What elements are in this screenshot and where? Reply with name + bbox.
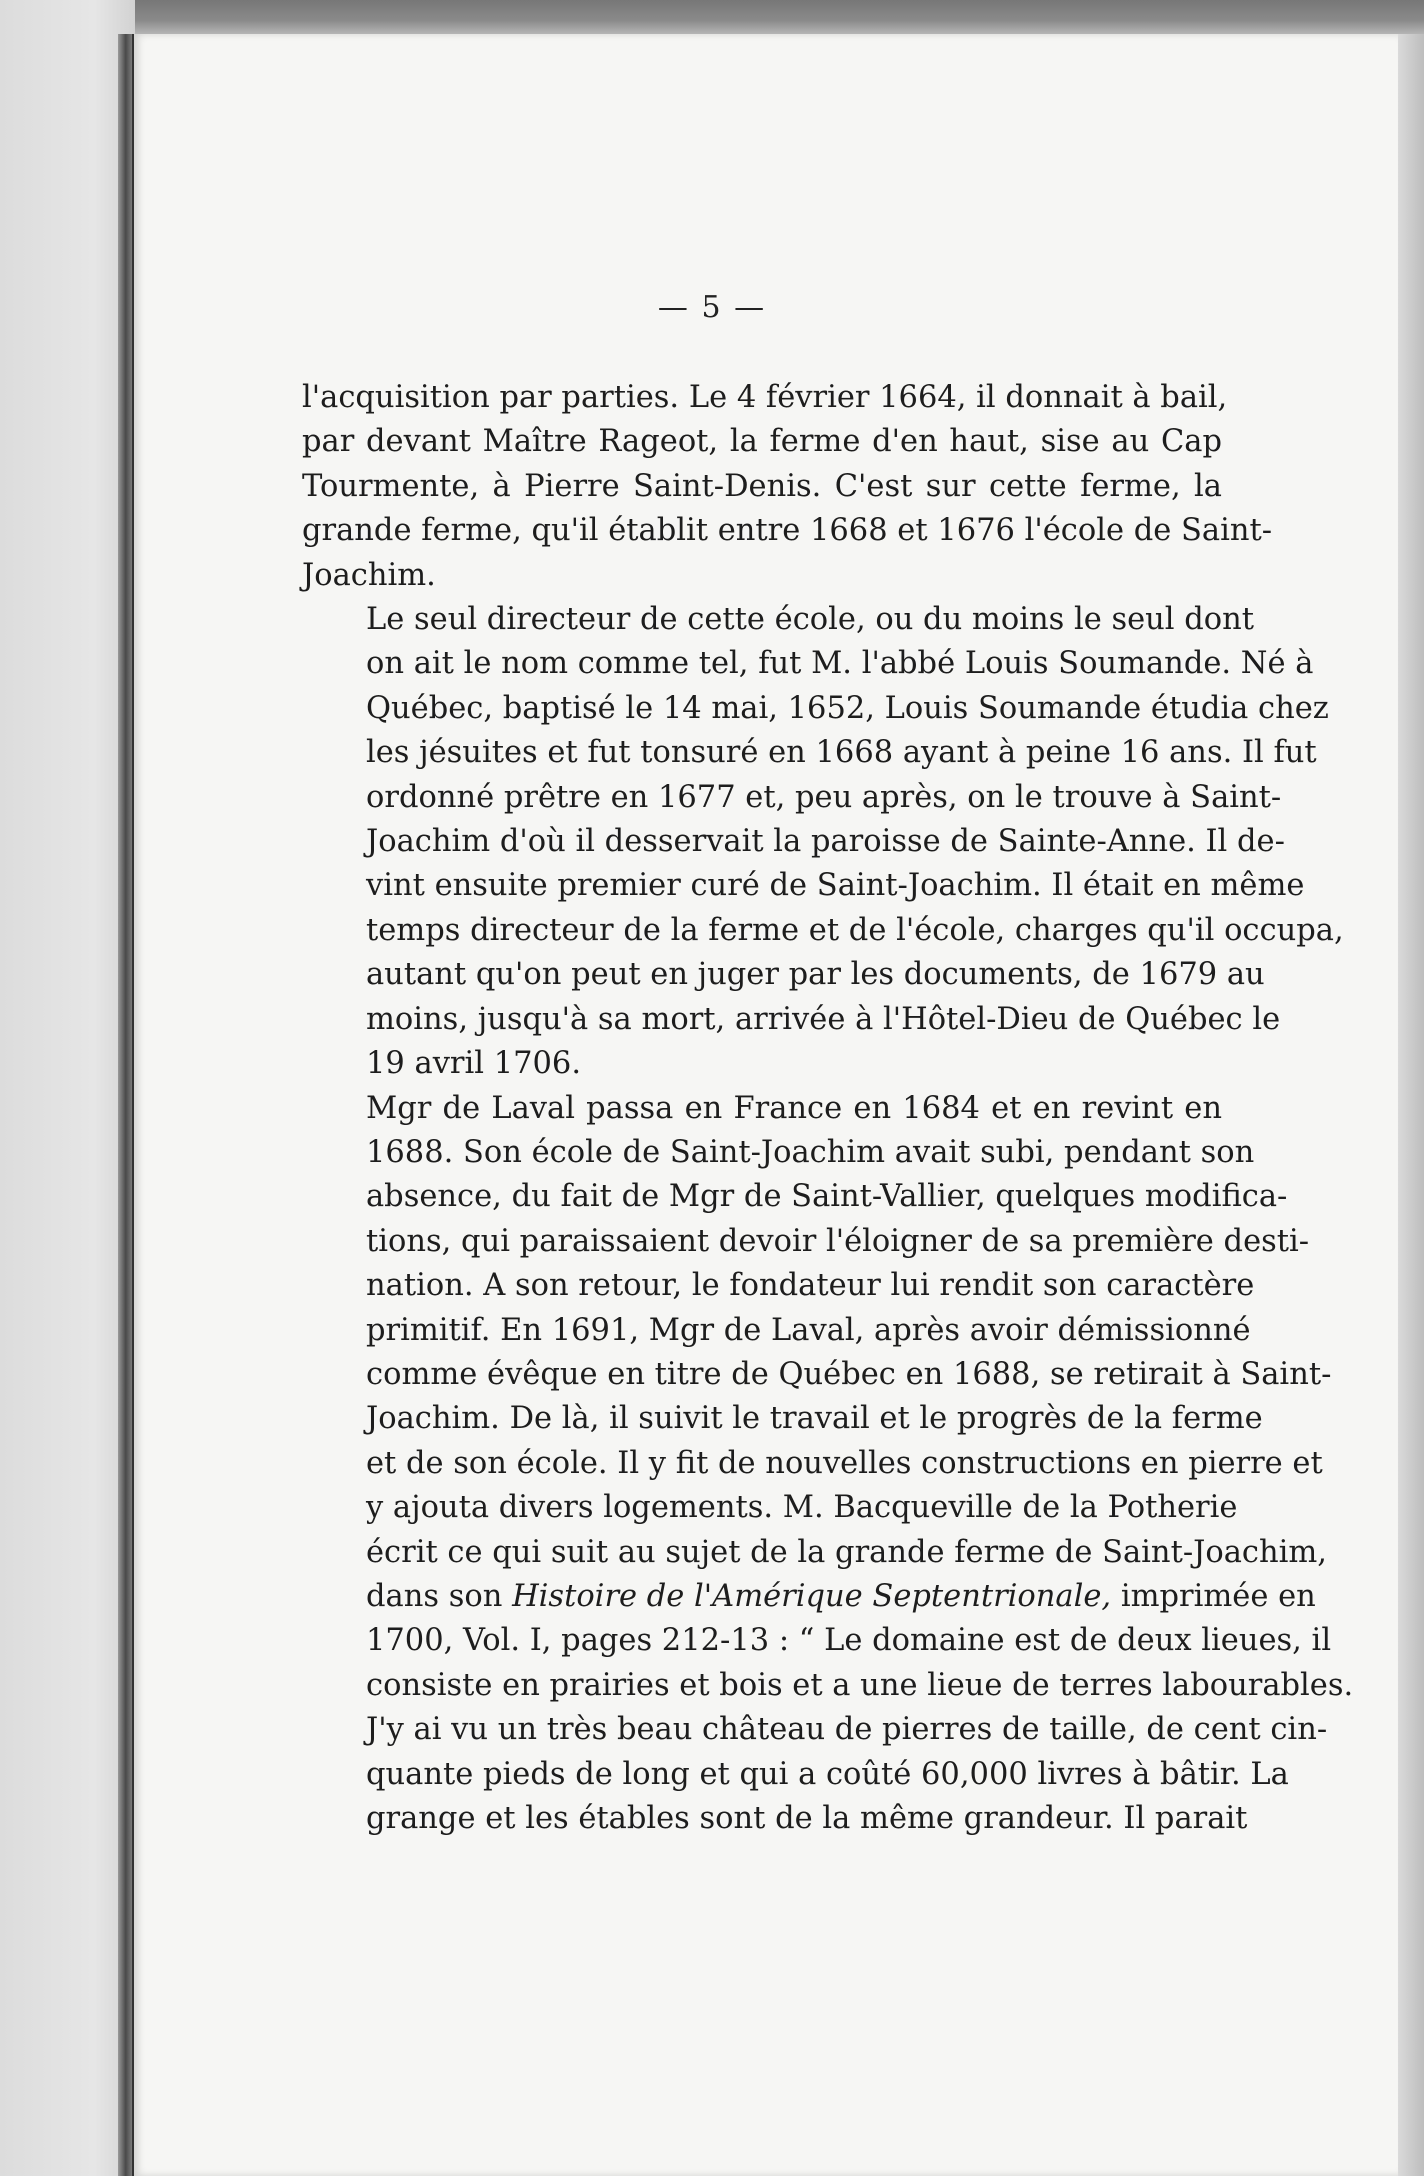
text-line: Joachim d'où il desservait la paroisse de Sainte-Anne. Il de- [366, 824, 1285, 860]
text-line: on ait le nom comme tel, fut M. l'abbé Louis Soumande. Né à [366, 646, 1314, 682]
text-line: primitif. En 1691, Mgr de Laval, après avoir démissionné [366, 1312, 1251, 1348]
text-line: grange et les étables sont de la même grandeur. Il parait [366, 1801, 1248, 1836]
text-line: tions, qui paraissaient devoir l'éloigner de sa première desti- [366, 1223, 1310, 1259]
text-line: les jésuites et fut tonsuré en 1668 ayant à peine 16 ans. Il fut [366, 735, 1317, 771]
paragraph-2 [302, 598, 1344, 1086]
scan-top-border [0, 0, 1424, 34]
text-line: Joachim. De là, il suivit le travail et le progrès de la ferme [366, 1401, 1263, 1437]
text-line: grande ferme, qu'il établit entre 1668 et 1676 l'école de Saint- [302, 513, 1273, 549]
text-line: écrit ce qui suit au sujet de la grande ferme de Saint-Joachim, [366, 1534, 1328, 1570]
text-line: Joachim. [302, 557, 436, 593]
book-title-italic: Histoire de l'Amérique Septentrionale, [512, 1578, 1112, 1614]
paragraph-1 [302, 376, 1273, 598]
text-line: et de son école. Il y fit de nouvelles constructions en pierre et [366, 1445, 1323, 1481]
text-line: autant qu'on peut en juger par les documents, de 1679 au [366, 957, 1265, 993]
text-line: 19 avril 1706. [366, 1046, 582, 1082]
text-line: 1700, Vol. I, pages 212-13 : “ Le domaine est de deux lieues, il [366, 1623, 1332, 1659]
text-line: temps directeur de la ferme et de l'école, charges qu'il occupa, [366, 912, 1344, 948]
page-number: — 5 — [657, 290, 767, 325]
text-line: comme évêque en titre de Québec en 1688, se retirait à Saint- [366, 1356, 1332, 1392]
text-line: J'y ai vu un très beau château de pierres de taille, de cent cin- [366, 1712, 1328, 1748]
text-line: consiste en prairies et bois et a une lieue de terres labourables. [366, 1667, 1354, 1703]
text-line: Québec, baptisé le 14 mai, 1652, Louis Soumande étudia chez [366, 690, 1329, 726]
book-binding-edge [118, 34, 132, 2176]
text-line: par devant Maître Rageot, la ferme d'en haut, sise au Cap [302, 424, 1222, 460]
text-fragment: dans son [366, 1578, 513, 1614]
scan-left-margin [0, 0, 135, 2176]
text-line-with-italic-title [302, 1575, 1316, 1619]
text-line: nation. A son retour, le fondateur lui rendit son caractère [366, 1268, 1255, 1304]
text-line: absence, du fait de Mgr de Saint-Vallier, quelques modifica- [366, 1179, 1288, 1215]
text-line: Mgr de Laval passa en France en 1684 et en revint en [366, 1090, 1222, 1126]
text-line: Le seul directeur de cette école, ou du moins le seul dont [366, 602, 1255, 638]
text-line: quante pieds de long et qui a coûté 60,000 livres à bâtir. La [366, 1756, 1289, 1792]
text-line: vint ensuite premier curé de Saint-Joachim. Il était en même [366, 868, 1305, 904]
text-fragment: imprimée en [1111, 1578, 1316, 1614]
body-text [302, 376, 1354, 1841]
text-line: y ajouta divers logements. M. Bacqueville de la Potherie [366, 1490, 1238, 1526]
text-line: ordonné prêtre en 1677 et, peu après, on le trouve à Saint- [366, 779, 1282, 815]
text-line: moins, jusqu'à sa mort, arrivée à l'Hôtel-Dieu de Québec le [366, 1001, 1281, 1037]
scan-right-margin [1398, 34, 1424, 2176]
text-line: Tourmente, à Pierre Saint-Denis. C'est sur cette ferme, la [302, 468, 1222, 504]
paragraph-3 [302, 1087, 1354, 1842]
text-line: 1688. Son école de Saint-Joachim avait subi, pendant son [366, 1134, 1255, 1170]
text-line: l'acquisition par parties. Le 4 février 1664, il donnait à bail, [302, 380, 1228, 415]
